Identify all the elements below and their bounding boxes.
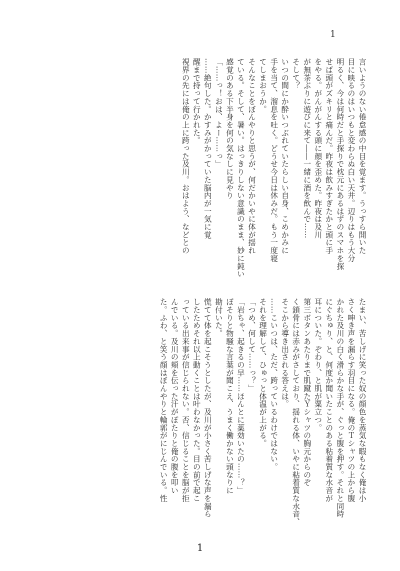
text-line: せば頭がズキリと痛んだ。昨夜は飲みすぎたかと頭に手 — [324, 58, 334, 255]
text-line: たまい、苦しげに笑った奴の顔色を蒸気な暇もなく俺は小 — [358, 298, 367, 503]
text-line: したためそれ以上動くことは叶わなかった。目の前で起こ — [192, 298, 202, 503]
text-line: ……絶句した。かすみがかっていた脳内が一気に覚 — [203, 58, 213, 239]
text-line: 「岩ちゃ、起きるの早……ほんとに薬効いたの……？」 — [236, 298, 246, 495]
text-line: をやる。がんがんする頭に顔を歪めた。昨夜は及川 — [313, 58, 323, 239]
text-line: 手を当て、溜息を吐く。どうせ今日は休みだ。もう一度寝 — [269, 58, 279, 263]
page-number: 1 — [196, 543, 204, 554]
text-block-top — [180, 58, 368, 284]
text-line: 目に映るのはいつもと変わらぬ白い天井。辺りはもう大分 — [346, 58, 356, 263]
text-line: 耳についた。ぞわり、と肌が粟立つ。 — [313, 298, 323, 432]
text-line: が無茶ぶりに遊びに来て――一緒に酒を飲んで…… — [302, 58, 312, 239]
text-line: 明るく、今は何時だと手探りで枕元にあるはずのスマホを探 — [335, 58, 345, 270]
text-line: た。ふわ、と笑う顔はぼんやりと輪郭がにじんでいる。性 — [159, 298, 169, 503]
text-line: 視界の先には俺の上に跨った及川。おはよう、などとの — [181, 58, 191, 255]
text-line: いつの間にか酔いつぶれていたらしい自身、こめかみに — [280, 58, 290, 255]
text-line: 言いようのない倦怠感の中目を覚ます。うっすら開いた — [358, 58, 367, 255]
text-line: 感覚のある下半身を何の気なしに見やり — [225, 58, 235, 200]
text-line: ぼそりと物騒な言葉が聞こえ、うまく働かない頭なりに — [225, 298, 235, 495]
text-line: そこから導き出される答えは。 — [280, 298, 290, 408]
text-line: んでいる。及川の頬を伝った汗がぽたりと俺の腹を叩い — [170, 298, 180, 495]
text-line: 第三ボタンあたりまで肌蹴たＹシャツの胸元からのぞ — [302, 298, 312, 487]
text-line: く鎖骨には赤みがさしており、揺れる体、いやに粘着質な水音、 — [291, 298, 301, 526]
text-line: にぐちゅり、と、何度か聞いたことのある粘着質な水音が — [324, 298, 334, 503]
text-line: ている。そして、暑い。はっきりしない意識のまま、妙に鈍い — [236, 58, 246, 278]
text-line: 「……っ！おは、よー……っ」 — [214, 58, 224, 168]
text-block-bottom — [158, 298, 368, 524]
text-line: てしまおうか。 — [258, 58, 268, 113]
text-line: 醒まで持って行かれた。 — [192, 58, 202, 145]
text-line: それを理解して、ひゅっと体温が上がる。 — [258, 298, 268, 448]
text-line: かれた及川の白く滑らかな手が、ぐっと腹を押す。それと同時 — [335, 298, 345, 518]
text-line: さく呻き声を漏らす羽目になる。俺のＴシャツの上から腹 — [346, 298, 356, 503]
running-page-number: 1 — [330, 30, 336, 40]
text-line: 「つめ、何して……っ？」 — [247, 298, 257, 393]
text-line: っている出来事が信じられない。否、信じることを脳が拒 — [181, 298, 191, 503]
text-line: 慌てて体を起こそうとしたが、及川が小さく苦しげな声を漏ら — [203, 298, 213, 518]
text-line: 勘付いた。 — [214, 298, 224, 338]
text-line: そして？ — [291, 58, 301, 90]
text-line: ……こいつは、ただ、跨っているわけではない。 — [269, 298, 279, 471]
text-line: そんなことをぼんやりと思うが、何だかいやに体が揺れ — [247, 58, 257, 255]
